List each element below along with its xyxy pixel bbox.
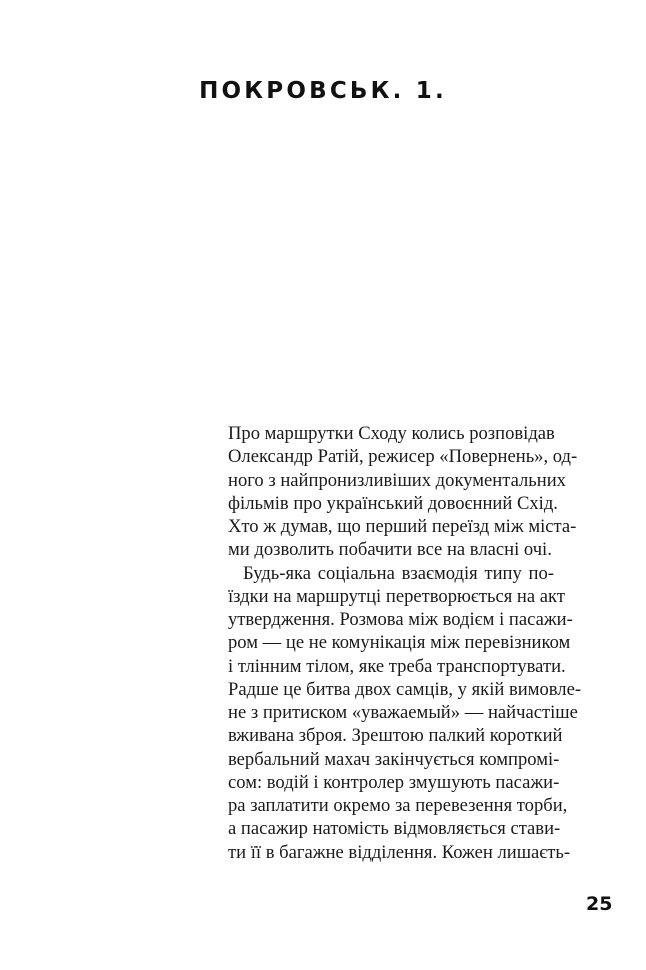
text-line: ти її в багажне відділення. Кожен лишаєть- xyxy=(228,841,571,863)
paragraph-1 xyxy=(228,422,578,562)
text-line: вживана зброя. Зрештою палкий короткий xyxy=(228,725,563,747)
page-number: 25 xyxy=(586,893,613,915)
text-line: Хто ж думав, що перший переїзд між міста- xyxy=(228,516,577,537)
body-text xyxy=(228,422,582,864)
text-line: а пасажир натомість відмовляється стави- xyxy=(228,818,561,840)
text-line: ного з найпронизливіших документальних xyxy=(228,469,566,491)
text-line: їздки на маршрутці перетворюється на акт xyxy=(228,585,565,607)
text-line: фільмів про український довоєнний Схід. xyxy=(228,492,558,514)
text-line: Олександр Ратій, режисер «Повернень», од- xyxy=(228,446,578,468)
text-line: ми дозволить побачити все на власні очі. xyxy=(228,539,552,561)
text-line: ра заплатити окремо за перевезення торби, xyxy=(228,795,568,816)
text-line: ром — це не комунікація між перевізником xyxy=(228,632,571,654)
chapter-title: ПОКРОВСЬК. 1. xyxy=(199,78,447,104)
paragraph-2 xyxy=(228,562,582,864)
text-line: Будь-яка соціальна взаємодія типу по- xyxy=(243,562,554,584)
text-line: Про маршрутки Сходу колись розповідав xyxy=(228,423,555,444)
text-line: і тлінним тілом, яке треба транспортувати. xyxy=(228,655,566,677)
text-line: не з притиском «уважаемый» — найчастіше xyxy=(228,702,578,723)
text-line: Радше це битва двох самців, у якій вимовле- xyxy=(228,678,582,700)
text-line: вербальний махач закінчується компромі- xyxy=(228,748,560,770)
text-line: сом: водій і контролер змушують пасажи- xyxy=(228,771,560,793)
text-line: утвердження. Розмова між водієм і пасажи- xyxy=(228,609,573,630)
